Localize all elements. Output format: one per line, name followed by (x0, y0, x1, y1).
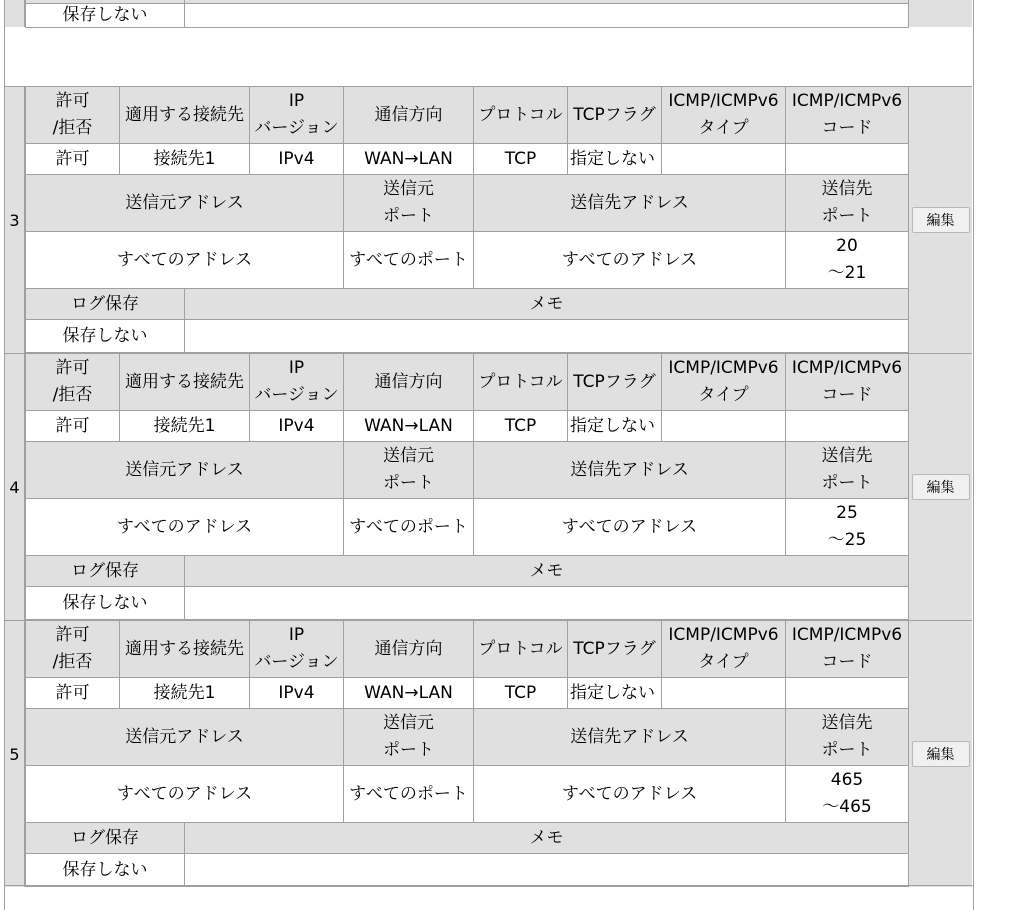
permit-value: 許可 (25, 143, 120, 175)
dst-address-header: 送信先アドレス (473, 441, 786, 499)
icmp-code-header: ICMP/ICMPv6 コード (785, 86, 909, 144)
edit-button[interactable]: 編集 (912, 741, 970, 767)
src-port-value: すべてのポート (343, 765, 474, 823)
connection-value: 接続先1 (119, 410, 250, 442)
direction-value: WAN→LAN (343, 677, 474, 709)
direction-header: 通信方向 (343, 353, 474, 411)
src-port-value: すべてのポート (343, 498, 474, 556)
memo-value (184, 3, 909, 28)
rule-block-4 (5, 353, 973, 620)
ip-version-header: IP バージョン (249, 353, 344, 411)
filter-rules-table (4, 0, 974, 910)
tcp-flag-header: TCPフラグ (567, 86, 662, 144)
rule-number-cell: 5 (5, 620, 25, 887)
dst-port-header: 送信先 ポート (785, 441, 909, 499)
src-address-header: 送信元アドレス (25, 174, 344, 232)
src-address-value: すべてのアドレス (25, 231, 344, 289)
log-header: ログ保存 (25, 822, 185, 854)
log-value: 保存しない (25, 319, 185, 353)
src-address-header: 送信元アドレス (25, 708, 344, 766)
connection-value: 接続先1 (119, 143, 250, 175)
src-address-value: すべてのアドレス (25, 498, 344, 556)
memo-value (184, 853, 909, 887)
log-value: 保存しない (25, 586, 185, 620)
connection-header: 適用する接続先 (119, 353, 250, 411)
log-value: 保存しない (25, 853, 185, 887)
dst-address-value: すべてのアドレス (473, 498, 786, 556)
tcp-flag-header: TCPフラグ (567, 620, 662, 678)
icmp-type-header: ICMP/ICMPv6 タイプ (661, 86, 786, 144)
icmp-code-value (785, 410, 909, 442)
edit-button[interactable]: 編集 (912, 207, 970, 233)
dst-address-value: すべてのアドレス (473, 231, 786, 289)
direction-value: WAN→LAN (343, 143, 474, 175)
rule-block-3 (5, 86, 973, 353)
log-header: ログ保存 (25, 288, 185, 320)
icmp-type-header: ICMP/ICMPv6 タイプ (661, 620, 786, 678)
protocol-value: TCP (473, 143, 568, 175)
ip-version-header: IP バージョン (249, 86, 344, 144)
rule-action-cell (908, 0, 972, 27)
edit-button[interactable]: 編集 (912, 474, 970, 500)
ip-version-value: IPv4 (249, 143, 344, 175)
ip-version-header: IP バージョン (249, 620, 344, 678)
tcp-flag-header: TCPフラグ (567, 353, 662, 411)
rule-block-5 (5, 620, 973, 887)
rule-action-cell (908, 86, 972, 353)
direction-value: WAN→LAN (343, 410, 474, 442)
connection-header: 適用する接続先 (119, 86, 250, 144)
permit-value: 許可 (25, 410, 120, 442)
memo-value (184, 319, 909, 353)
memo-header: メモ (184, 555, 909, 587)
ip-version-value: IPv4 (249, 677, 344, 709)
memo-value (184, 586, 909, 620)
protocol-value: TCP (473, 410, 568, 442)
protocol-header: プロトコル (473, 86, 568, 144)
protocol-value: TCP (473, 677, 568, 709)
protocol-header: プロトコル (473, 353, 568, 411)
memo-header: メモ (184, 288, 909, 320)
log-header: ログ保存 (25, 555, 185, 587)
src-address-header: 送信元アドレス (25, 441, 344, 499)
icmp-code-value (785, 677, 909, 709)
icmp-code-header: ICMP/ICMPv6 コード (785, 620, 909, 678)
src-port-value: すべてのポート (343, 231, 474, 289)
rule-number-cell: 3 (5, 86, 25, 353)
icmp-code-header: ICMP/ICMPv6 コード (785, 353, 909, 411)
dst-address-header: 送信先アドレス (473, 174, 786, 232)
icmp-type-value (661, 410, 786, 442)
dst-port-header: 送信先 ポート (785, 174, 909, 232)
dst-port-value: 465 ～465 (785, 765, 909, 823)
memo-header: メモ (184, 822, 909, 854)
src-address-value: すべてのアドレス (25, 765, 344, 823)
dst-port-value: 20 ～21 (785, 231, 909, 289)
dst-address-value: すべてのアドレス (473, 765, 786, 823)
icmp-code-value (785, 143, 909, 175)
rule-block-partial (5, 0, 973, 27)
rule-action-cell (908, 353, 972, 620)
dst-address-header: 送信先アドレス (473, 708, 786, 766)
rule-number-cell (5, 0, 25, 27)
ip-version-value: IPv4 (249, 410, 344, 442)
dst-port-header: 送信先 ポート (785, 708, 909, 766)
src-port-header: 送信元 ポート (343, 174, 474, 232)
table-bottom-border (4, 885, 974, 886)
dst-port-value: 25 ～25 (785, 498, 909, 556)
log-value: 保存しない (25, 3, 185, 28)
rule-number-cell: 4 (5, 353, 25, 620)
permit-header: 許可 /拒否 (25, 86, 120, 144)
permit-value: 許可 (25, 677, 120, 709)
tcp-flag-value: 指定しない (567, 677, 662, 709)
connection-value: 接続先1 (119, 677, 250, 709)
tcp-flag-value: 指定しない (567, 143, 662, 175)
protocol-header: プロトコル (473, 620, 568, 678)
direction-header: 通信方向 (343, 86, 474, 144)
tcp-flag-value: 指定しない (567, 410, 662, 442)
src-port-header: 送信元 ポート (343, 708, 474, 766)
src-port-header: 送信元 ポート (343, 441, 474, 499)
icmp-type-value (661, 143, 786, 175)
icmp-type-header: ICMP/ICMPv6 タイプ (661, 353, 786, 411)
connection-header: 適用する接続先 (119, 620, 250, 678)
permit-header: 許可 /拒否 (25, 620, 120, 678)
permit-header: 許可 /拒否 (25, 353, 120, 411)
direction-header: 通信方向 (343, 620, 474, 678)
rule-action-cell (908, 620, 972, 887)
icmp-type-value (661, 677, 786, 709)
